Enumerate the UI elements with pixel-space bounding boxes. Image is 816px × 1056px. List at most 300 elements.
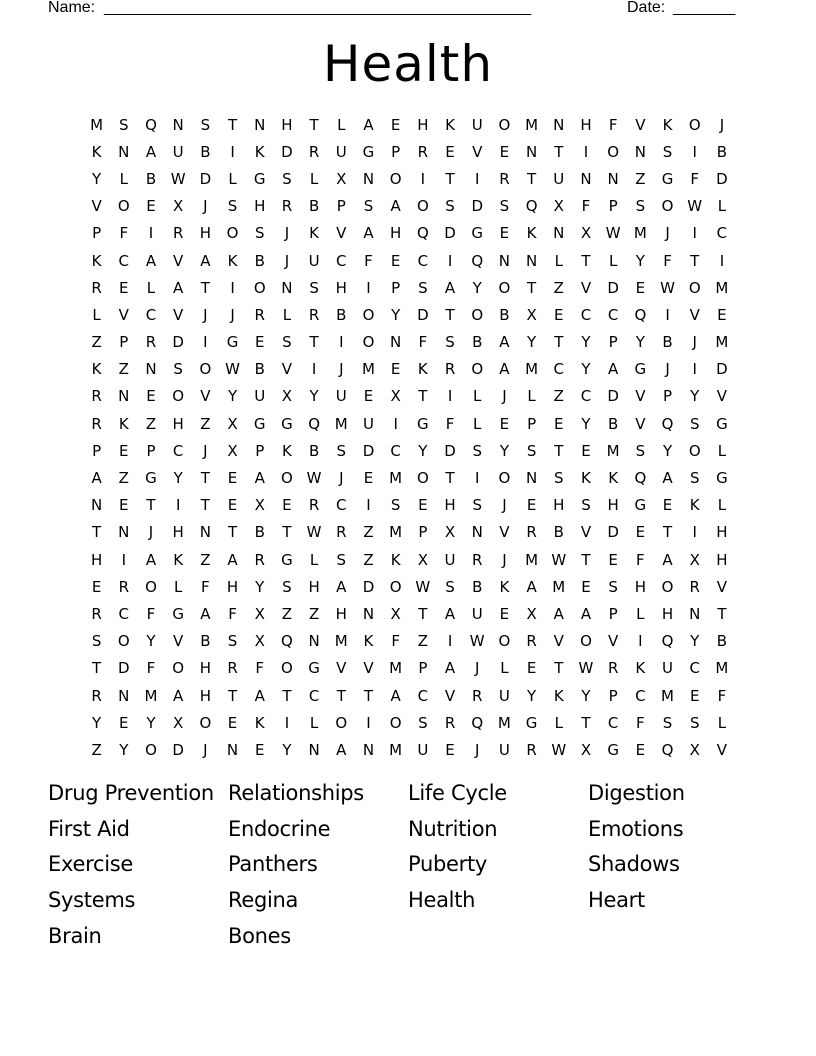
grid-letter[interactable]: C (553, 360, 565, 379)
grid-letter[interactable]: B (608, 414, 619, 433)
grid-letter[interactable]: F (445, 414, 455, 433)
grid-letter[interactable]: Q (661, 632, 674, 651)
grid-letter[interactable]: M (661, 686, 674, 705)
grid-letter[interactable]: U (471, 115, 483, 134)
grid-letter[interactable]: Q (145, 115, 157, 134)
grid-letter[interactable]: I (692, 360, 697, 379)
grid-letter[interactable]: F (636, 550, 645, 569)
grid-letter[interactable]: I (447, 632, 453, 651)
grid-letter[interactable]: G (253, 169, 266, 188)
grid-letter[interactable]: E (119, 496, 129, 515)
grid-letter[interactable]: R (444, 360, 456, 379)
grid-letter[interactable]: D (607, 523, 619, 542)
grid-letter[interactable]: U (471, 604, 483, 623)
grid-letter[interactable]: Y (418, 441, 428, 460)
grid-letter[interactable]: R (91, 604, 102, 623)
grid-letter[interactable]: X (390, 387, 401, 406)
grid-letter[interactable]: G (607, 740, 619, 759)
grid-letter[interactable]: S (254, 224, 265, 243)
grid-letter[interactable]: N (580, 169, 592, 188)
grid-letter[interactable]: D (417, 305, 429, 324)
grid-letter[interactable]: V (635, 414, 646, 433)
grid-letter[interactable]: J (665, 360, 670, 379)
grid-letter[interactable]: H (634, 577, 646, 596)
grid-letter[interactable]: H (308, 577, 320, 596)
grid-letter[interactable]: E (581, 577, 591, 596)
grid-letter[interactable]: A (526, 577, 537, 596)
grid-letter[interactable]: G (417, 414, 429, 433)
grid-letter[interactable]: O (389, 169, 402, 188)
grid-letter[interactable]: Y (173, 469, 183, 488)
grid-letter[interactable]: L (554, 713, 563, 732)
grid-letter[interactable]: G (716, 414, 728, 433)
grid-letter[interactable]: I (366, 713, 371, 732)
grid-letter[interactable]: X (689, 550, 700, 569)
grid-letter[interactable]: T (581, 713, 591, 732)
grid-letter[interactable]: F (201, 577, 210, 596)
grid-letter[interactable]: S (472, 441, 482, 460)
grid-letter[interactable]: X (689, 740, 700, 759)
grid-letter[interactable]: S (581, 496, 591, 515)
grid-letter[interactable]: H (254, 197, 266, 216)
grid-letter[interactable]: T (200, 469, 210, 488)
grid-letter[interactable]: B (662, 333, 673, 352)
grid-letter[interactable]: A (200, 604, 211, 623)
grid-letter[interactable]: U (172, 142, 184, 161)
grid-letter[interactable]: B (716, 142, 728, 161)
grid-letter[interactable]: L (473, 387, 482, 406)
grid-letter[interactable]: S (689, 414, 700, 433)
grid-letter[interactable]: E (390, 360, 401, 379)
grid-letter[interactable]: W (170, 169, 186, 188)
grid-letter[interactable]: G (634, 360, 647, 379)
grid-letter[interactable]: F (364, 251, 373, 270)
grid-letter[interactable]: T (554, 333, 564, 352)
grid-letter[interactable]: H (716, 523, 728, 542)
grid-letter[interactable]: E (554, 414, 564, 433)
grid-letter[interactable]: C (390, 441, 401, 460)
grid-letter[interactable]: I (719, 251, 725, 270)
grid-letter[interactable]: S (119, 115, 129, 134)
grid-letter[interactable]: X (553, 197, 564, 216)
grid-letter[interactable]: Q (525, 197, 538, 216)
grid-letter[interactable]: O (253, 278, 266, 297)
grid-letter[interactable]: P (336, 197, 346, 216)
grid-letter[interactable]: Z (145, 414, 157, 433)
grid-letter[interactable]: B (200, 142, 211, 161)
grid-letter[interactable]: Y (581, 414, 591, 433)
grid-letter[interactable]: S (445, 197, 455, 216)
grid-letter[interactable]: O (199, 360, 212, 379)
grid-letter[interactable]: A (499, 360, 510, 379)
grid-letter[interactable]: A (363, 224, 374, 243)
grid-letter[interactable]: N (362, 740, 375, 759)
grid-letter[interactable]: N (607, 169, 619, 188)
grid-letter[interactable]: E (390, 251, 401, 270)
grid-letter[interactable]: V (635, 387, 646, 406)
grid-letter[interactable]: P (608, 604, 618, 623)
grid-letter[interactable]: R (336, 523, 347, 542)
grid-letter[interactable]: P (608, 333, 618, 352)
grid-letter[interactable]: L (527, 387, 536, 406)
grid-letter[interactable]: V (91, 197, 102, 216)
grid-letter[interactable]: Y (499, 441, 509, 460)
grid-letter[interactable]: E (227, 496, 238, 515)
grid-letter[interactable]: E (227, 713, 238, 732)
grid-letter[interactable]: F (690, 169, 700, 188)
grid-letter[interactable]: R (91, 414, 102, 433)
grid-letter[interactable]: X (254, 604, 265, 623)
grid-letter[interactable]: C (689, 659, 700, 678)
grid-letter[interactable]: C (118, 251, 130, 270)
grid-letter[interactable]: N (226, 740, 239, 759)
grid-letter[interactable]: W (660, 278, 675, 297)
grid-letter[interactable]: V (173, 305, 184, 324)
grid-letter[interactable]: D (444, 441, 456, 460)
grid-letter[interactable]: O (199, 713, 212, 732)
grid-letter[interactable]: U (553, 169, 565, 188)
grid-letter[interactable]: E (581, 441, 591, 460)
grid-letter[interactable]: Y (92, 169, 102, 188)
grid-letter[interactable]: K (608, 469, 619, 488)
grid-letter[interactable]: F (119, 224, 129, 243)
grid-letter[interactable]: H (172, 523, 184, 542)
grid-letter[interactable]: N (281, 278, 293, 297)
grid-letter[interactable]: J (339, 360, 344, 379)
grid-letter[interactable]: F (418, 333, 428, 352)
grid-letter[interactable]: L (92, 305, 101, 324)
grid-letter[interactable]: A (145, 251, 157, 270)
grid-letter[interactable]: I (121, 550, 126, 569)
grid-letter[interactable]: E (418, 496, 428, 515)
grid-letter[interactable]: A (580, 604, 592, 623)
grid-letter[interactable]: R (254, 550, 265, 569)
grid-letter[interactable]: E (445, 142, 455, 161)
grid-letter[interactable]: Y (309, 387, 319, 406)
grid-letter[interactable]: J (203, 441, 208, 460)
grid-letter[interactable]: J (203, 197, 208, 216)
grid-letter[interactable]: O (661, 577, 674, 596)
grid-letter[interactable]: Y (255, 577, 265, 596)
grid-letter[interactable]: A (145, 550, 157, 569)
grid-letter[interactable]: N (308, 740, 320, 759)
grid-letter[interactable]: H (335, 604, 347, 623)
grid-letter[interactable]: N (525, 469, 538, 488)
grid-letter[interactable]: L (228, 169, 237, 188)
grid-letter[interactable]: R (499, 169, 510, 188)
grid-letter[interactable]: E (526, 659, 537, 678)
grid-letter[interactable]: O (335, 713, 348, 732)
grid-letter[interactable]: H (90, 550, 103, 569)
grid-letter[interactable]: V (444, 686, 456, 705)
grid-letter[interactable]: X (227, 414, 238, 433)
grid-letter[interactable]: T (227, 115, 238, 134)
grid-letter[interactable]: M (715, 659, 729, 678)
grid-letter[interactable]: I (311, 360, 317, 379)
grid-letter[interactable]: G (172, 604, 184, 623)
grid-letter[interactable]: X (336, 169, 347, 188)
grid-letter[interactable]: T (200, 496, 210, 515)
grid-letter[interactable]: J (475, 740, 480, 759)
grid-letter[interactable]: O (471, 305, 484, 324)
grid-letter[interactable]: A (499, 333, 510, 352)
grid-letter[interactable]: J (284, 224, 290, 243)
grid-letter[interactable]: P (146, 441, 156, 460)
grid-letter[interactable]: K (499, 577, 510, 596)
grid-letter[interactable]: P (119, 333, 129, 352)
grid-letter[interactable]: E (119, 278, 129, 297)
grid-letter[interactable]: S (689, 713, 700, 732)
grid-letter[interactable]: Y (227, 387, 238, 406)
grid-letter[interactable]: B (200, 632, 211, 651)
grid-letter[interactable]: Y (690, 387, 700, 406)
grid-letter[interactable]: J (203, 305, 208, 324)
grid-letter[interactable]: O (389, 713, 402, 732)
grid-letter[interactable]: U (498, 740, 510, 759)
grid-letter[interactable]: P (391, 278, 401, 297)
grid-letter[interactable]: E (146, 197, 156, 216)
grid-letter[interactable]: B (254, 523, 265, 542)
grid-letter[interactable]: H (444, 496, 456, 515)
grid-letter[interactable]: K (363, 632, 374, 651)
grid-letter[interactable]: P (391, 142, 401, 161)
grid-letter[interactable]: S (200, 115, 211, 134)
grid-letter[interactable]: Z (308, 604, 320, 623)
grid-letter[interactable]: S (554, 469, 564, 488)
grid-letter[interactable]: O (145, 740, 157, 759)
grid-letter[interactable]: W (415, 577, 431, 596)
grid-letter[interactable]: Y (581, 686, 591, 705)
grid-letter[interactable]: A (444, 278, 456, 297)
grid-letter[interactable]: O (498, 278, 511, 297)
grid-letter[interactable]: X (281, 387, 293, 406)
grid-letter[interactable]: K (445, 115, 455, 134)
grid-letter[interactable]: G (362, 142, 375, 161)
grid-letter[interactable]: S (689, 469, 700, 488)
grid-letter[interactable]: N (553, 115, 565, 134)
grid-letter[interactable]: C (336, 496, 347, 515)
grid-letter[interactable]: O (661, 197, 674, 216)
grid-letter[interactable]: D (362, 577, 375, 596)
grid-letter[interactable]: I (447, 387, 453, 406)
grid-letter[interactable]: P (418, 523, 428, 542)
grid-letter[interactable]: R (607, 659, 619, 678)
grid-letter[interactable]: L (337, 115, 346, 134)
grid-letter[interactable]: V (173, 632, 184, 651)
grid-letter[interactable]: F (391, 632, 400, 651)
grid-letter[interactable]: T (554, 142, 564, 161)
grid-letter[interactable]: F (608, 115, 618, 134)
grid-letter[interactable]: R (444, 713, 456, 732)
grid-letter[interactable]: X (254, 496, 265, 515)
grid-letter[interactable]: U (662, 659, 674, 678)
grid-letter[interactable]: D (607, 387, 619, 406)
grid-letter[interactable]: R (308, 496, 320, 515)
grid-letter[interactable]: E (635, 523, 646, 542)
grid-letter[interactable]: N (90, 496, 103, 515)
grid-letter[interactable]: A (91, 469, 102, 488)
grid-letter[interactable]: B (553, 523, 564, 542)
grid-letter[interactable]: H (716, 550, 728, 569)
grid-letter[interactable]: R (91, 278, 102, 297)
grid-letter[interactable]: B (308, 441, 320, 460)
grid-letter[interactable]: Q (308, 414, 320, 433)
grid-letter[interactable]: L (309, 169, 319, 188)
grid-letter[interactable]: S (635, 197, 646, 216)
grid-letter[interactable]: D (444, 224, 456, 243)
grid-letter[interactable]: O (471, 360, 484, 379)
grid-letter[interactable]: A (662, 469, 673, 488)
grid-letter[interactable]: D (716, 169, 728, 188)
grid-letter[interactable]: J (475, 659, 480, 678)
grid-letter[interactable]: I (447, 251, 453, 270)
grid-letter[interactable]: E (390, 115, 401, 134)
grid-letter[interactable]: R (281, 197, 293, 216)
grid-letter[interactable]: U (335, 387, 347, 406)
grid-letter[interactable]: S (445, 333, 455, 352)
grid-letter[interactable]: R (689, 577, 700, 596)
grid-letter[interactable]: G (281, 550, 293, 569)
grid-letter[interactable]: I (230, 278, 235, 297)
grid-letter[interactable]: O (172, 659, 185, 678)
grid-letter[interactable]: D (471, 197, 483, 216)
grid-letter[interactable]: Z (118, 360, 129, 379)
grid-letter[interactable]: V (689, 305, 700, 324)
grid-letter[interactable]: R (526, 632, 537, 651)
grid-letter[interactable]: O (117, 632, 130, 651)
grid-letter[interactable]: K (662, 115, 673, 134)
grid-letter[interactable]: S (282, 169, 292, 188)
grid-letter[interactable]: I (475, 469, 480, 488)
grid-letter[interactable]: E (662, 496, 673, 515)
grid-letter[interactable]: Y (635, 251, 645, 270)
grid-letter[interactable]: T (336, 686, 346, 705)
grid-letter[interactable]: K (390, 550, 401, 569)
grid-letter[interactable]: P (92, 224, 102, 243)
grid-letter[interactable]: T (445, 169, 455, 188)
grid-letter[interactable]: R (91, 387, 102, 406)
grid-letter[interactable]: E (91, 577, 102, 596)
grid-letter[interactable]: C (145, 305, 157, 324)
grid-letter[interactable]: X (526, 604, 537, 623)
grid-letter[interactable]: K (635, 659, 646, 678)
grid-letter[interactable]: X (254, 632, 265, 651)
grid-letter[interactable]: Y (635, 333, 645, 352)
grid-letter[interactable]: T (92, 659, 102, 678)
grid-letter[interactable]: G (634, 496, 647, 515)
grid-letter[interactable]: L (282, 305, 292, 324)
grid-letter[interactable]: T (445, 305, 455, 324)
grid-letter[interactable]: O (580, 632, 592, 651)
grid-letter[interactable]: R (91, 686, 102, 705)
name-field[interactable]: ________________________________________________ (104, 0, 532, 16)
grid-letter[interactable]: X (580, 740, 592, 759)
grid-letter[interactable]: K (227, 251, 238, 270)
grid-letter[interactable]: E (363, 387, 374, 406)
grid-letter[interactable]: J (502, 550, 507, 569)
grid-letter[interactable]: H (172, 414, 184, 433)
grid-letter[interactable]: Y (690, 632, 700, 651)
grid-letter[interactable]: A (336, 577, 347, 596)
grid-letter[interactable]: I (583, 142, 589, 161)
grid-letter[interactable]: S (390, 496, 401, 515)
grid-letter[interactable]: K (281, 441, 292, 460)
grid-letter[interactable]: T (227, 523, 238, 542)
grid-letter[interactable]: Z (200, 414, 211, 433)
grid-letter[interactable]: K (417, 360, 428, 379)
grid-letter[interactable]: W (687, 197, 703, 216)
grid-letter[interactable]: O (416, 197, 429, 216)
grid-letter[interactable]: A (363, 115, 374, 134)
grid-letter[interactable]: K (254, 713, 265, 732)
grid-letter[interactable]: W (469, 632, 485, 651)
grid-letter[interactable]: E (227, 469, 238, 488)
date-field[interactable]: _______ (673, 0, 736, 16)
grid-letter[interactable]: S (635, 441, 646, 460)
grid-letter[interactable]: M (552, 577, 566, 596)
grid-letter[interactable]: I (692, 523, 697, 542)
grid-letter[interactable]: R (526, 523, 537, 542)
grid-letter[interactable]: C (580, 387, 592, 406)
grid-letter[interactable]: S (363, 197, 374, 216)
grid-letter[interactable]: Z (200, 550, 211, 569)
grid-letter[interactable]: K (526, 224, 537, 243)
grid-letter[interactable]: C (172, 441, 184, 460)
grid-letter[interactable]: P (608, 197, 618, 216)
grid-letter[interactable]: H (417, 115, 429, 134)
grid-letter[interactable]: I (339, 333, 344, 352)
grid-letter[interactable]: E (689, 686, 700, 705)
grid-letter[interactable]: R (417, 142, 429, 161)
grid-letter[interactable]: V (118, 305, 129, 324)
grid-letter[interactable]: Q (634, 305, 647, 324)
grid-letter[interactable]: T (527, 278, 537, 297)
grid-letter[interactable]: D (607, 278, 619, 297)
grid-letter[interactable]: S (472, 496, 482, 515)
grid-letter[interactable]: B (308, 197, 320, 216)
grid-letter[interactable]: T (92, 523, 102, 542)
grid-letter[interactable]: T (418, 604, 428, 623)
grid-letter[interactable]: H (226, 577, 239, 596)
grid-letter[interactable]: V (580, 523, 592, 542)
grid-letter[interactable]: B (716, 632, 728, 651)
grid-letter[interactable]: A (390, 197, 401, 216)
grid-letter[interactable]: I (692, 142, 697, 161)
grid-letter[interactable]: G (253, 414, 266, 433)
grid-letter[interactable]: O (117, 197, 130, 216)
grid-letter[interactable]: B (472, 577, 483, 596)
grid-letter[interactable]: N (308, 632, 320, 651)
grid-letter[interactable]: S (227, 632, 238, 651)
grid-letter[interactable]: T (554, 441, 564, 460)
grid-letter[interactable]: S (445, 577, 455, 596)
grid-letter[interactable]: V (553, 632, 564, 651)
grid-letter[interactable]: M (525, 550, 539, 569)
grid-letter[interactable]: J (665, 224, 670, 243)
grid-letter[interactable]: E (608, 550, 618, 569)
grid-letter[interactable]: Z (91, 740, 102, 759)
grid-letter[interactable]: N (362, 604, 375, 623)
grid-letter[interactable]: E (254, 740, 265, 759)
grid-letter[interactable]: C (580, 305, 592, 324)
grid-letter[interactable]: T (309, 333, 319, 352)
grid-letter[interactable]: I (638, 632, 643, 651)
grid-letter[interactable]: S (282, 577, 292, 596)
grid-letter[interactable]: B (145, 169, 157, 188)
grid-letter[interactable]: F (581, 197, 591, 216)
grid-letter[interactable]: X (444, 523, 456, 542)
grid-letter[interactable]: X (417, 550, 428, 569)
